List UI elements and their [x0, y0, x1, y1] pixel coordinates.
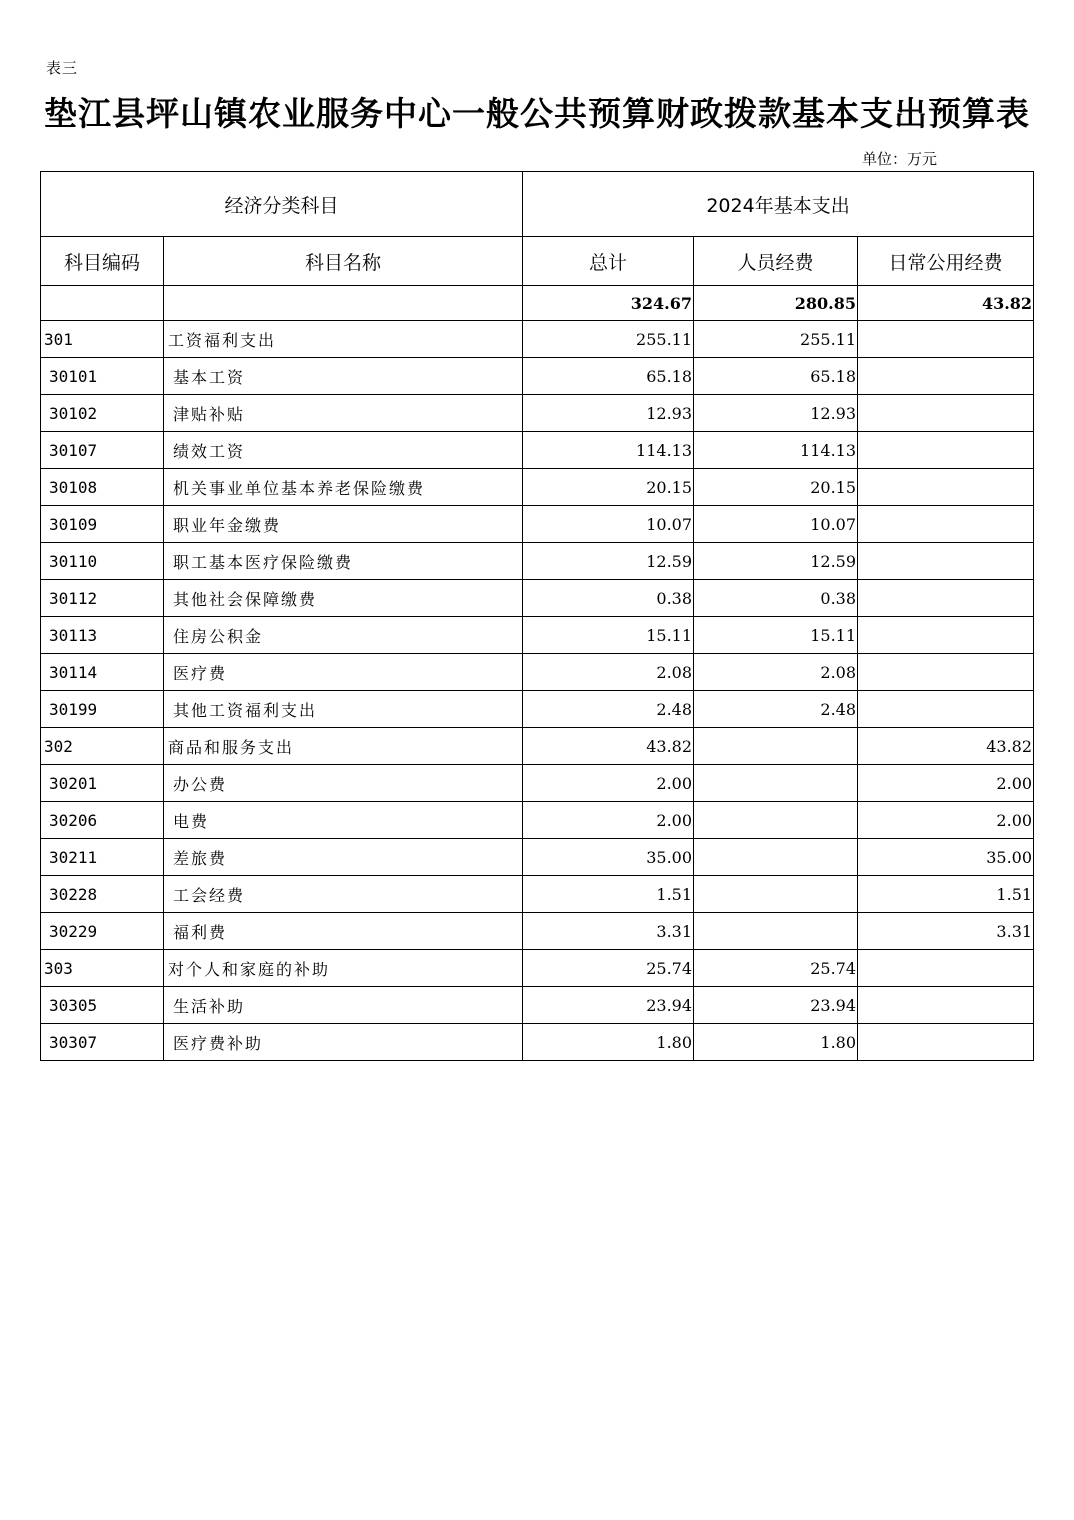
table-row	[41, 469, 1034, 506]
table-row	[41, 543, 1034, 580]
row-personnel: 2.08	[694, 654, 858, 691]
row-total: 12.59	[523, 543, 694, 580]
row-total: 12.93	[523, 395, 694, 432]
row-personnel	[694, 876, 858, 913]
row-personnel: 114.13	[694, 432, 858, 469]
row-code: 301	[41, 321, 164, 358]
row-public: 3.31	[858, 913, 1034, 950]
row-personnel	[694, 839, 858, 876]
row-total: 2.48	[523, 691, 694, 728]
table-row	[41, 395, 1034, 432]
totals-total: 324.67	[523, 286, 694, 321]
row-code: 30206	[41, 802, 164, 839]
row-code: 30114	[41, 654, 164, 691]
row-name: 对个人和家庭的补助	[164, 950, 523, 987]
table-tag: 表三	[46, 59, 79, 77]
col-header-total: 总计	[523, 237, 694, 286]
table-row	[41, 580, 1034, 617]
row-public	[858, 617, 1034, 654]
table-row	[41, 358, 1034, 395]
row-total: 2.08	[523, 654, 694, 691]
row-personnel: 0.38	[694, 580, 858, 617]
row-public	[858, 395, 1034, 432]
row-name: 医疗费	[164, 654, 523, 691]
row-public	[858, 1024, 1034, 1061]
row-public: 2.00	[858, 765, 1034, 802]
row-code: 30211	[41, 839, 164, 876]
table-row	[41, 839, 1034, 876]
row-code: 30305	[41, 987, 164, 1024]
row-public	[858, 358, 1034, 395]
row-name: 机关事业单位基本养老保险缴费	[164, 469, 523, 506]
row-code: 30101	[41, 358, 164, 395]
row-code: 30108	[41, 469, 164, 506]
row-personnel: 12.93	[694, 395, 858, 432]
row-public	[858, 691, 1034, 728]
row-public	[858, 469, 1034, 506]
row-code: 30201	[41, 765, 164, 802]
row-name: 住房公积金	[164, 617, 523, 654]
row-public: 35.00	[858, 839, 1034, 876]
row-total: 35.00	[523, 839, 694, 876]
row-name: 生活补助	[164, 987, 523, 1024]
table-row	[41, 1024, 1034, 1061]
row-code: 30107	[41, 432, 164, 469]
row-total: 2.00	[523, 765, 694, 802]
row-name: 电费	[164, 802, 523, 839]
totals-row	[41, 286, 1034, 321]
col-header-code: 科目编码	[41, 237, 164, 286]
budget-table	[40, 171, 1034, 1061]
row-personnel: 25.74	[694, 950, 858, 987]
row-code: 30229	[41, 913, 164, 950]
table-row	[41, 321, 1034, 358]
row-name: 绩效工资	[164, 432, 523, 469]
row-personnel	[694, 913, 858, 950]
row-personnel: 15.11	[694, 617, 858, 654]
group-header-economic: 经济分类科目	[41, 172, 523, 237]
unit-label: 单位：万元	[862, 150, 938, 168]
row-code: 30228	[41, 876, 164, 913]
row-name: 其他社会保障缴费	[164, 580, 523, 617]
totals-code-cell	[41, 286, 164, 321]
row-name: 商品和服务支出	[164, 728, 523, 765]
row-total: 1.51	[523, 876, 694, 913]
group-header-basic-expenditure: 2024年基本支出	[523, 172, 1034, 237]
row-name: 福利费	[164, 913, 523, 950]
row-public	[858, 654, 1034, 691]
row-name: 差旅费	[164, 839, 523, 876]
group-header-row	[41, 172, 1034, 237]
row-personnel: 2.48	[694, 691, 858, 728]
table-row	[41, 987, 1034, 1024]
row-public	[858, 950, 1034, 987]
row-name: 职业年金缴费	[164, 506, 523, 543]
row-personnel	[694, 802, 858, 839]
row-personnel: 10.07	[694, 506, 858, 543]
row-total: 114.13	[523, 432, 694, 469]
row-name: 医疗费补助	[164, 1024, 523, 1061]
row-total: 1.80	[523, 1024, 694, 1061]
row-name: 津贴补贴	[164, 395, 523, 432]
row-code: 302	[41, 728, 164, 765]
row-name: 职工基本医疗保险缴费	[164, 543, 523, 580]
row-personnel: 65.18	[694, 358, 858, 395]
row-public: 2.00	[858, 802, 1034, 839]
row-personnel: 12.59	[694, 543, 858, 580]
row-code: 30109	[41, 506, 164, 543]
row-name: 工会经费	[164, 876, 523, 913]
table-row	[41, 728, 1034, 765]
row-public	[858, 321, 1034, 358]
row-total: 2.00	[523, 802, 694, 839]
row-total: 25.74	[523, 950, 694, 987]
page-title: 垫江县坪山镇农业服务中心一般公共预算财政拨款基本支出预算表	[44, 94, 1030, 133]
row-name: 工资福利支出	[164, 321, 523, 358]
row-code: 30113	[41, 617, 164, 654]
row-total: 0.38	[523, 580, 694, 617]
table-row	[41, 691, 1034, 728]
table-row	[41, 876, 1034, 913]
row-personnel	[694, 728, 858, 765]
row-code: 303	[41, 950, 164, 987]
row-total: 3.31	[523, 913, 694, 950]
table-row	[41, 950, 1034, 987]
row-total: 43.82	[523, 728, 694, 765]
row-code: 30199	[41, 691, 164, 728]
table-row	[41, 765, 1034, 802]
row-total: 15.11	[523, 617, 694, 654]
totals-public: 43.82	[858, 286, 1034, 321]
table-row	[41, 432, 1034, 469]
row-public	[858, 580, 1034, 617]
table-row	[41, 802, 1034, 839]
row-personnel: 255.11	[694, 321, 858, 358]
row-personnel: 23.94	[694, 987, 858, 1024]
row-personnel: 20.15	[694, 469, 858, 506]
row-public	[858, 432, 1034, 469]
row-personnel: 1.80	[694, 1024, 858, 1061]
table-row	[41, 913, 1034, 950]
row-name: 其他工资福利支出	[164, 691, 523, 728]
col-header-name: 科目名称	[164, 237, 523, 286]
row-personnel	[694, 765, 858, 802]
row-name: 办公费	[164, 765, 523, 802]
row-public: 43.82	[858, 728, 1034, 765]
row-total: 255.11	[523, 321, 694, 358]
row-total: 20.15	[523, 469, 694, 506]
totals-personnel: 280.85	[694, 286, 858, 321]
row-total: 23.94	[523, 987, 694, 1024]
row-name: 基本工资	[164, 358, 523, 395]
col-header-public: 日常公用经费	[858, 237, 1034, 286]
row-total: 10.07	[523, 506, 694, 543]
row-public: 1.51	[858, 876, 1034, 913]
row-public	[858, 987, 1034, 1024]
row-code: 30112	[41, 580, 164, 617]
table-row	[41, 654, 1034, 691]
row-public	[858, 543, 1034, 580]
row-code: 30307	[41, 1024, 164, 1061]
row-code: 30110	[41, 543, 164, 580]
row-public	[858, 506, 1034, 543]
totals-name-cell	[164, 286, 523, 321]
table-row	[41, 506, 1034, 543]
col-header-personnel: 人员经费	[694, 237, 858, 286]
column-header-row	[41, 237, 1034, 286]
table-row	[41, 617, 1034, 654]
row-total: 65.18	[523, 358, 694, 395]
row-code: 30102	[41, 395, 164, 432]
